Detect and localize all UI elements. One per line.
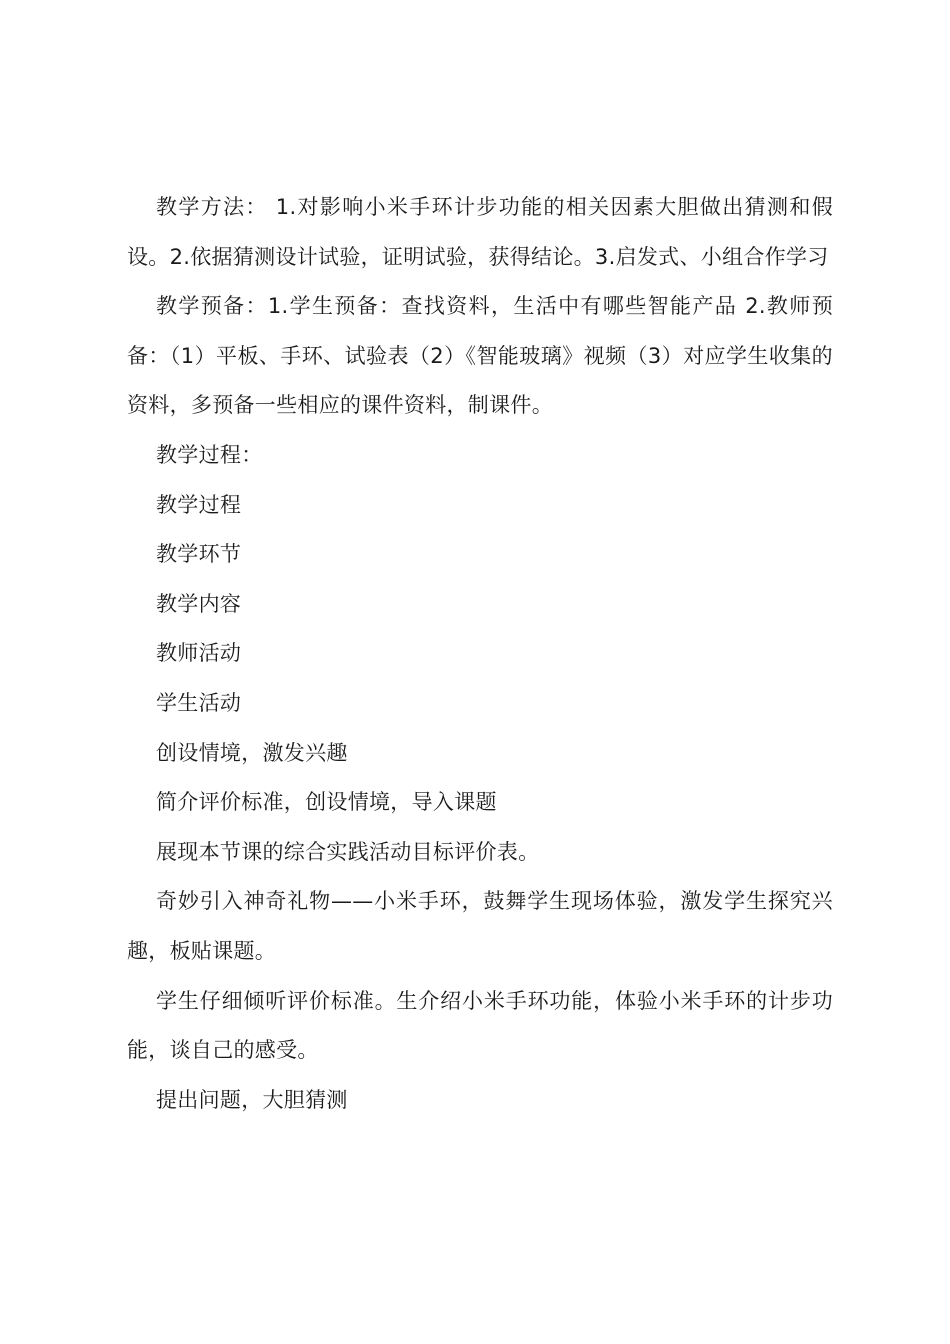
paragraph-student-listening: 学生仔细倾听评价标准。生介绍小米手环功能，体验小米手环的计步功能，谈自己的感受。 <box>127 988 833 1063</box>
paragraph-teaching-process-heading: 教学过程： <box>156 442 263 467</box>
paragraph-evaluation-intro: 简介评价标准，创设情境，导入课题 <box>156 790 497 815</box>
paragraph-student-activity: 学生活动 <box>156 690 242 715</box>
paragraph-teaching-methods: 教学方法： 1.对影响小米手环计步功能的相关因素大胆做出猜测和假设。2.依据猜测设计试验，证明试验，获得结论。3.启发式、小组合作学习 <box>127 195 833 269</box>
paragraph-teacher-activity: 教师活动 <box>156 641 242 666</box>
paragraph-magic-gift: 奇妙引入神奇礼物——小米手环，鼓舞学生现场体验，激发学生探究兴趣，板贴课题。 <box>127 889 833 963</box>
paragraph-raise-question: 提出问题，大胆猜测 <box>156 1087 348 1112</box>
paragraph-teaching-stage: 教学环节 <box>156 542 242 567</box>
paragraph-create-situation: 创设情境，激发兴趣 <box>156 740 348 765</box>
paragraph-teaching-process: 教学过程 <box>156 492 242 517</box>
paragraph-teaching-preparation: 教学预备：1.学生预备：查找资料，生活中有哪些智能产品 2.教师预备：（1）平板、手环、试验表（2）《智能玻璃》视频（3）对应学生收集的资料，多预备一些相应的课件资料，制课件。 <box>127 294 833 418</box>
paragraph-evaluation-table: 展现本节课的综合实践活动目标评价表。 <box>156 839 540 864</box>
document-body <box>127 183 833 1125</box>
paragraph-teaching-content: 教学内容 <box>156 591 242 616</box>
